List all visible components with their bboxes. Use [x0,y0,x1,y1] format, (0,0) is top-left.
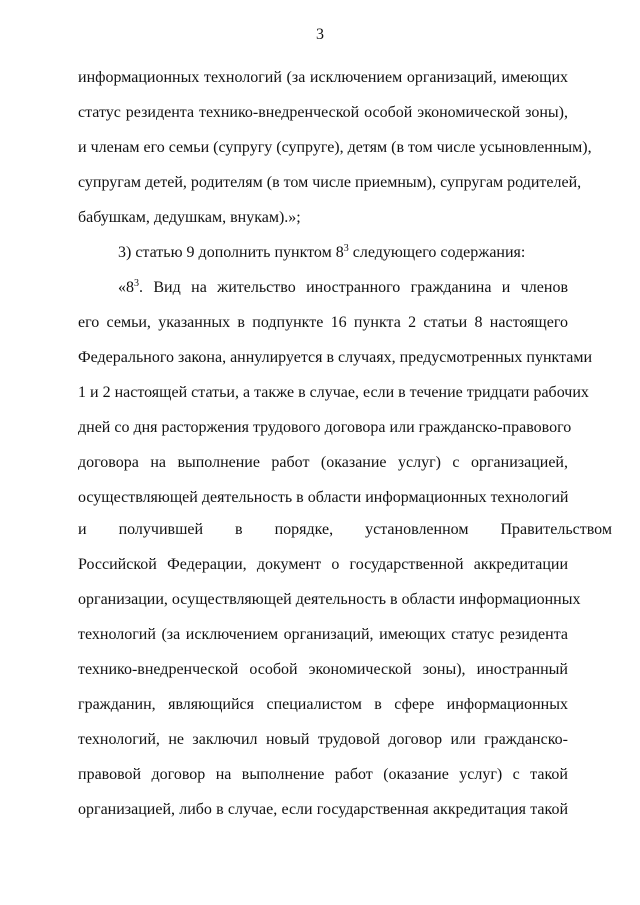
text-line: организации, осуществляющей деятельность в области информационных [78,591,581,608]
text-line: осуществляющей деятельность в области информационных технологий [78,489,569,506]
text-line: организацией, либо в случае, если государственная аккредитация такой [78,801,568,818]
superscript: 3 [134,278,139,289]
item-3-paragraph [118,243,568,263]
text-line: технологий, не заключил новый трудовой договор или гражданско- [78,731,568,748]
page-number: 3 [316,26,324,43]
text-line: технологий (за исключением организаций, имеющих статус резидента [78,626,568,643]
text-line: 1 и 2 настоящей статьи, а также в случае, если в течение тридцати рабочих [78,384,589,401]
text-line [118,278,568,298]
item-3-text-end: следующего содержания: [348,244,526,261]
item-3-text: 3) статью 9 дополнить пунктом 8 [118,244,344,261]
text-line: и получившей в порядке, установленном Правительством [78,521,612,538]
text-line: супругам детей, родителям (в том числе приемным), супругам родителей, [78,174,582,191]
text-line: дней со дня расторжения трудового договора или гражданско-правового [78,419,572,436]
clause-first-line-rest: . Вид на жительство иностранного гражданина и членов [139,279,568,296]
clause-open: «8 [118,279,134,296]
text-line: Российской Федерации, документ о государственной аккредитации [78,556,568,573]
text-line: и членам его семьи (супругу (супруге), детям (в том числе усыновленным), [78,139,592,156]
text-line: его семьи, указанных в подпункте 16 пункта 2 статьи 8 настоящего [78,314,568,331]
text-line: статус резидента технико-внедренческой особой экономической зоны), [78,104,568,121]
superscript: 3 [343,243,349,254]
text-line: договора на выполнение работ (оказание услуг) с организацией, [78,454,568,471]
text-line: Федерального закона, аннулируется в случаях, предусмотренных пунктами [78,349,593,366]
text-line: гражданин, являющийся специалистом в сфере информационных [78,696,568,713]
text-line: правовой договор на выполнение работ (оказание услуг) с такой [78,766,568,783]
text-line: информационных технологий (за исключением организаций, имеющих [78,69,568,86]
text-line: бабушкам, дедушкам, внукам).»; [78,209,301,226]
text-line: технико-внедренческой особой экономической зоны), иностранный [78,661,568,678]
